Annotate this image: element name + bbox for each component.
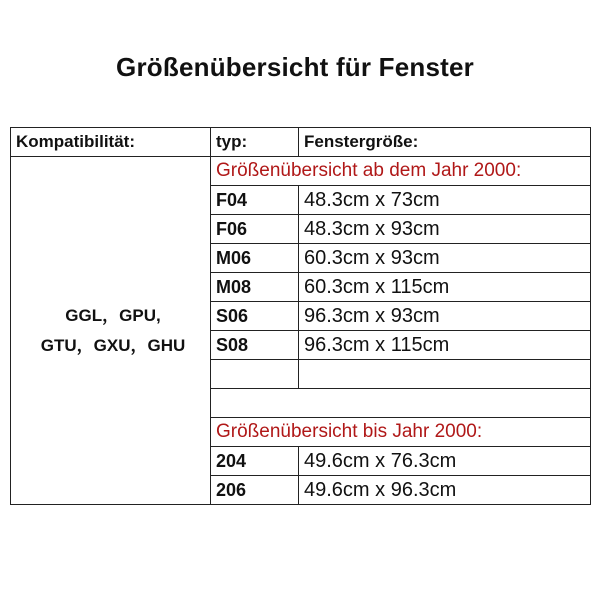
type-cell: S08 (211, 331, 299, 360)
type-cell: M06 (211, 244, 299, 273)
header-size: Fenstergröße: (299, 128, 591, 157)
compatibility-cell (11, 157, 211, 505)
size-cell: 60.3cm x 115cm (299, 273, 591, 302)
type-cell: 204 (211, 447, 299, 476)
compatibility-line-1: GGL，GPU, (65, 305, 161, 325)
size-cell: 48.3cm x 93cm (299, 215, 591, 244)
size-cell: 96.3cm x 93cm (299, 302, 591, 331)
section-heading-before-2000: Größenübersicht bis Jahr 2000: (211, 418, 591, 447)
size-cell: 49.6cm x 96.3cm (299, 476, 591, 505)
header-type: typ: (211, 128, 299, 157)
compatibility-line-2: GTU，GXU，GHU (40, 335, 186, 355)
type-cell: F06 (211, 215, 299, 244)
size-cell: 60.3cm x 93cm (299, 244, 591, 273)
empty-type-cell (211, 360, 299, 389)
empty-size-cell (299, 360, 591, 389)
header-compatibility: Kompatibilität: (11, 128, 211, 157)
page-title: Größenübersicht für Fenster (116, 52, 474, 82)
header-row (11, 128, 591, 157)
size-cell: 96.3cm x 115cm (299, 331, 591, 360)
size-table (10, 127, 591, 505)
section-row-from-2000 (11, 157, 591, 186)
type-cell: S06 (211, 302, 299, 331)
section-heading-from-2000: Größenübersicht ab dem Jahr 2000: (211, 157, 591, 186)
spacer-cell (211, 389, 591, 418)
type-cell: M08 (211, 273, 299, 302)
type-cell: F04 (211, 186, 299, 215)
type-cell: 206 (211, 476, 299, 505)
size-cell: 48.3cm x 73cm (299, 186, 591, 215)
size-cell: 49.6cm x 76.3cm (299, 447, 591, 476)
